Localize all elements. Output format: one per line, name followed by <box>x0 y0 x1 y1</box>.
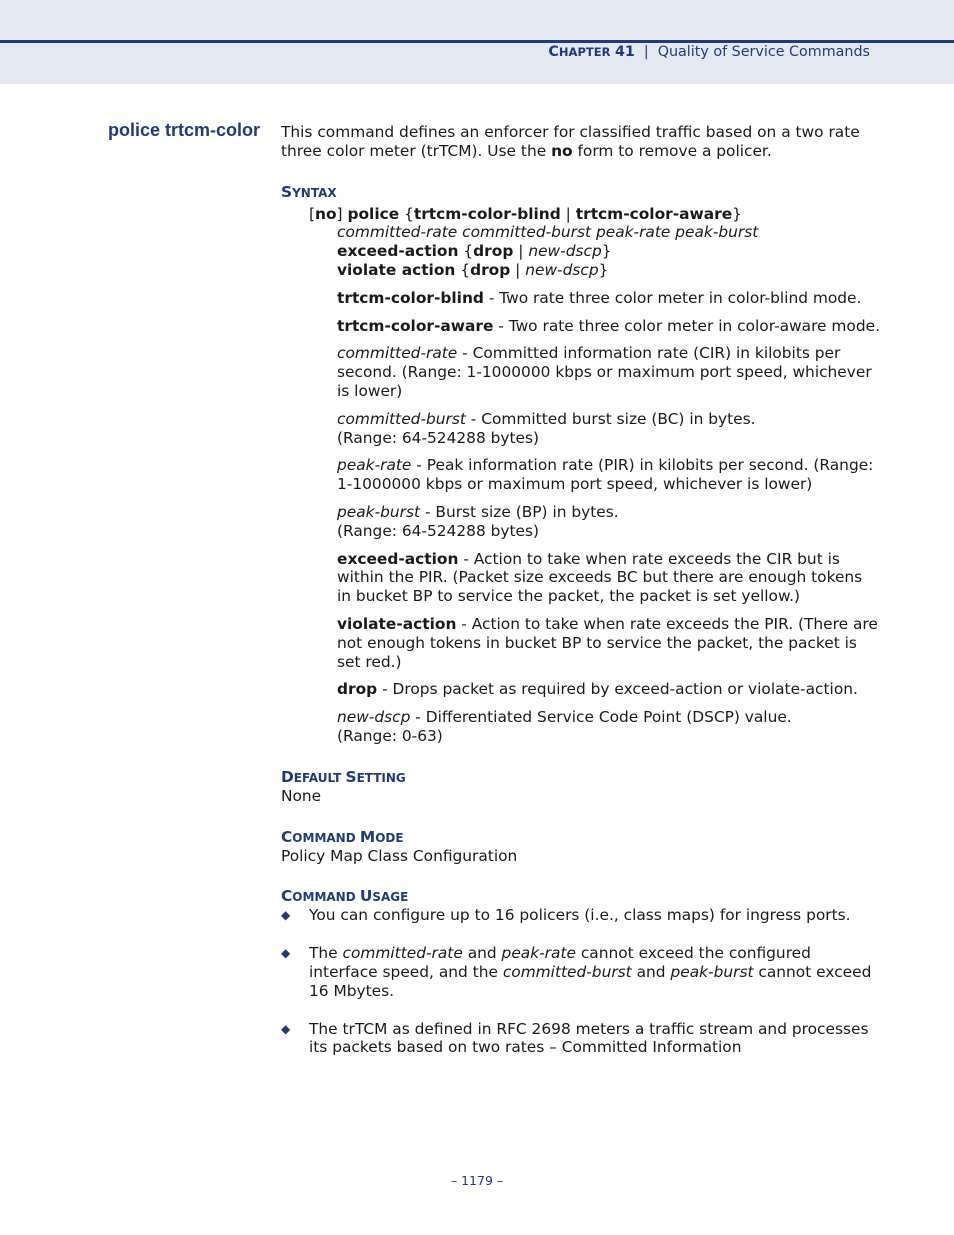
intro-text-a: This command defines an enforcer for classified traffic based on a two rate three color meter (trTCM). Use the <box>281 123 860 160</box>
bullet-text: The trTCM as defined in RFC 2698 meters a traffic stream and processes its packets based on two rates – Committed Information <box>309 1019 869 1057</box>
bullet-text: and <box>462 944 502 963</box>
param-peak-burst <box>337 503 881 541</box>
syntax-heading-rest: YNTAX <box>292 185 337 200</box>
syntax-exceed-kw: exceed-action <box>337 242 459 261</box>
syntax-aware: trtcm-color-aware <box>575 204 733 223</box>
default-setting-heading <box>281 768 881 787</box>
command-intro <box>281 123 881 161</box>
syntax-brace-close: } <box>732 204 742 223</box>
syntax-rate-args: committed-rate committed-burst peak-rate peak-burst <box>337 223 759 242</box>
heading-rest: SAGE <box>372 890 409 905</box>
syntax-bracket-open: [ <box>309 204 316 223</box>
syntax-exceed-drop: drop <box>473 242 514 261</box>
heading-rest: OMMAND <box>292 830 360 845</box>
syntax-exceed-end: } <box>601 242 612 261</box>
syntax-violate-arg: new-dscp <box>525 260 599 279</box>
syntax-violate-kw: violate action <box>337 260 456 279</box>
param-term: violate-action <box>337 614 457 633</box>
param-term: peak-burst <box>337 502 421 521</box>
bullet-text: You can configure up to 16 policers (i.e., class maps) for ingress ports. <box>309 906 851 925</box>
param-desc: - Burst size (BP) in bytes. <box>420 502 619 521</box>
heading-cap: C <box>281 887 293 906</box>
param-term: trtcm-color-aware <box>337 316 494 335</box>
syntax-line-1 <box>309 205 881 224</box>
param-desc: - Peak information rate (PIR) in kilobits per second. (Range: 1-1000000 kbps or maximum port speed, whichever is lower) <box>337 456 874 494</box>
syntax-violate-end: } <box>598 260 609 279</box>
command-mode-value: Policy Map Class Configuration <box>281 846 518 865</box>
page-number: – 1179 – <box>450 1173 504 1188</box>
syntax-violate-drop: drop <box>470 260 511 279</box>
bullet-text: and <box>631 962 671 981</box>
param-term: committed-rate <box>337 344 458 363</box>
param-term: exceed-action <box>337 549 459 568</box>
param-desc: - Committed burst size (BC) in bytes. <box>465 409 756 428</box>
command-usage-heading <box>281 887 881 906</box>
section-title: Quality of Service Commands <box>657 44 870 60</box>
heading-rest: ETTING <box>356 770 406 785</box>
syntax-violate-pipe: | <box>510 260 526 279</box>
param-range: (Range: 0-63) <box>337 726 443 745</box>
param-desc: - Differentiated Service Code Point (DSCP) value. <box>410 708 792 727</box>
bullet-term: committed-rate <box>342 944 463 963</box>
syntax-exceed-brace: { <box>458 242 474 261</box>
parameter-list <box>281 289 881 746</box>
param-new-dscp <box>337 708 881 746</box>
syntax-exceed-pipe: | <box>513 242 529 261</box>
param-desc: - Two rate three color meter in color-aware mode. <box>493 316 880 335</box>
heading-rest: ODE <box>375 830 404 845</box>
syntax-pipe: | <box>560 204 576 223</box>
param-trtcm-color-aware <box>337 317 881 336</box>
command-title: police trtcm-color <box>108 120 261 140</box>
bullet-text: cannot exceed 16 Mbytes. <box>309 962 872 1000</box>
syntax-heading-cap: S <box>281 182 293 201</box>
syntax-bracket-close: ] <box>336 204 348 223</box>
param-violate-action <box>337 615 881 671</box>
syntax-heading <box>281 183 881 202</box>
diamond-bullet-icon: ◆ <box>281 908 291 923</box>
intro-text-b: form to remove a policer. <box>572 141 772 160</box>
bullet-text: The <box>309 944 343 963</box>
header-separator: | <box>643 44 649 60</box>
syntax-line-3 <box>337 242 881 261</box>
syntax-blind: trtcm-color-blind <box>413 204 561 223</box>
param-exceed-action <box>337 550 881 606</box>
main-column <box>281 123 881 1057</box>
param-term: new-dscp <box>337 708 411 727</box>
heading-rest: OMMAND <box>292 890 360 905</box>
param-desc: - Two rate three color meter in color-blind mode. <box>483 288 862 307</box>
param-desc: - Drops packet as required by exceed-action or violate-action. <box>377 680 858 699</box>
param-term: drop <box>337 680 378 699</box>
param-desc: - Action to take when rate exceeds the PIR. (There are not enough tokens in bucket BP to service the packet, the packet is set red.) <box>337 614 878 671</box>
usage-bullet-2 <box>281 944 881 1000</box>
header-rule <box>0 40 954 43</box>
bullet-term: peak-burst <box>670 962 754 981</box>
param-committed-burst <box>337 410 881 448</box>
param-desc: - Action to take when rate exceeds the CIR but is within the PIR. (Packet size exceeds BC but there are enough tokens in bucket BP to service the packet, the packet is set yellow.) <box>337 549 863 606</box>
param-trtcm-color-blind <box>337 289 881 308</box>
param-term: peak-rate <box>337 456 412 475</box>
heading-cap: M <box>359 827 376 846</box>
bullet-text: cannot exceed the configured interface speed, and the <box>309 944 811 981</box>
heading-cap: C <box>281 827 293 846</box>
chapter-number: 41 <box>614 44 635 60</box>
param-term: committed-burst <box>337 409 466 428</box>
param-committed-rate <box>337 344 881 400</box>
syntax-line-2 <box>337 223 881 242</box>
diamond-bullet-icon: ◆ <box>281 1021 291 1036</box>
heading-cap: U <box>359 887 373 906</box>
param-peak-rate <box>337 456 881 494</box>
param-drop <box>337 680 881 699</box>
syntax-police: police <box>347 204 400 223</box>
usage-bullet-3 <box>281 1020 881 1058</box>
heading-rest: EFAULT <box>293 770 346 785</box>
command-mode-heading <box>281 828 881 847</box>
usage-bullet-1 <box>281 906 881 925</box>
heading-cap: S <box>345 767 357 786</box>
syntax-line-4 <box>337 261 881 280</box>
intro-no-keyword: no <box>551 141 573 160</box>
chapter-cap: C <box>548 44 559 60</box>
diamond-bullet-icon: ◆ <box>281 946 291 961</box>
bullet-term: peak-rate <box>501 944 576 963</box>
default-setting-value: None <box>281 786 322 805</box>
param-desc: - Committed information rate (CIR) in kilobits per second. (Range: 1-1000000 kbps or maximum port speed, whichever is lower) <box>337 344 872 400</box>
running-header <box>548 44 870 60</box>
syntax-no: no <box>315 204 337 223</box>
param-range: (Range: 64-524288 bytes) <box>337 521 540 540</box>
syntax-violate-brace: { <box>455 260 471 279</box>
heading-cap: D <box>281 767 294 786</box>
syntax-brace-open: { <box>399 204 414 223</box>
syntax-exceed-arg: new-dscp <box>528 242 602 261</box>
param-range: (Range: 64-524288 bytes) <box>337 428 540 447</box>
param-term: trtcm-color-blind <box>337 288 484 307</box>
chapter-rest: HAPTER <box>558 45 611 59</box>
bullet-term: committed-burst <box>502 962 632 981</box>
syntax-block <box>309 205 881 280</box>
